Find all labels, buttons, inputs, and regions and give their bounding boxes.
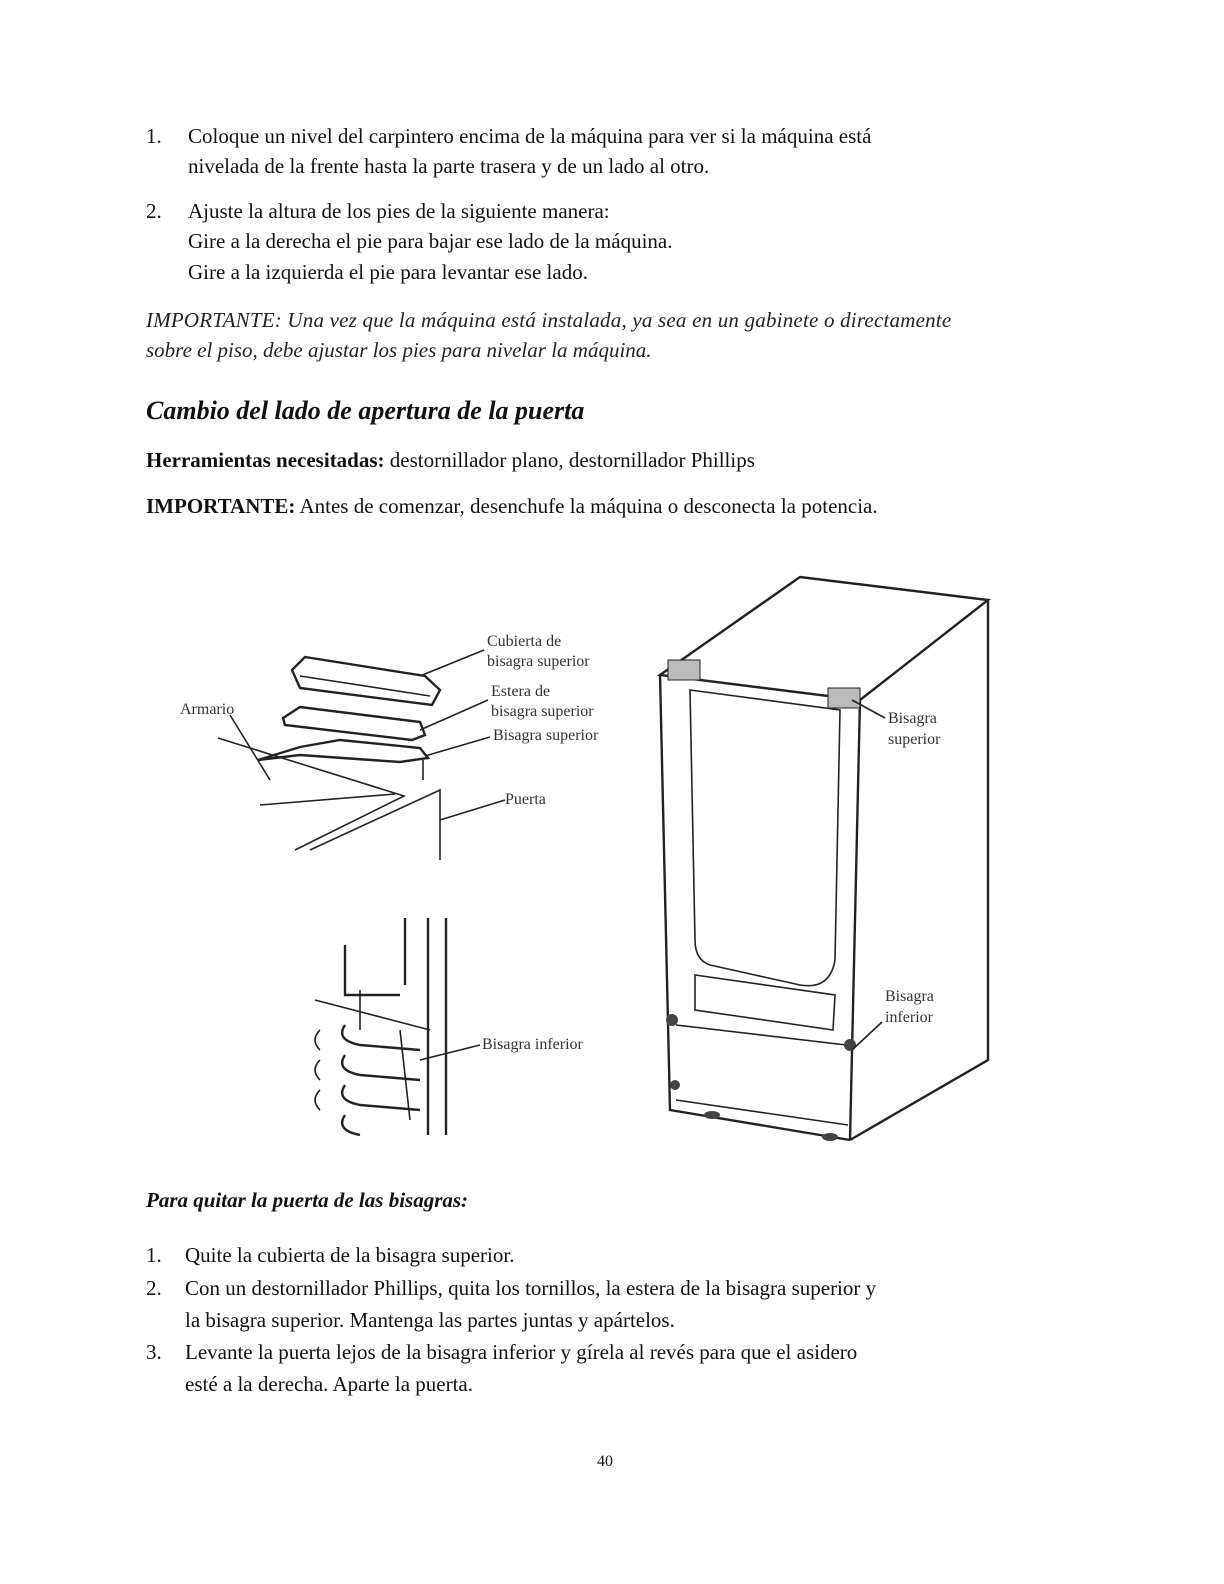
top-hinge-plate — [258, 740, 428, 780]
tools-label: Herramientas necesitadas: — [146, 448, 385, 472]
label-right-top-hinge: Bisagra — [888, 710, 937, 727]
label-cabinet: Armario — [180, 701, 235, 718]
step-text: Gire a la izquierda el pie para levantar ese lado. — [188, 260, 588, 284]
step-text: nivelada de la frente hasta la parte trasera y de un lado al otro. — [188, 154, 710, 178]
warning-text: Antes de comenzar, desenchufe la máquina o desconecta la potencia. — [295, 494, 878, 518]
label-top-hinge-mat: Estera de — [491, 683, 551, 700]
bottom-hinge-detail — [315, 918, 480, 1135]
step-text: Levante la puerta lejos de la bisagra inferior y gírela al revés para que el asidero — [185, 1340, 858, 1364]
tools-text: destornillador plano, destornillador Phillips — [384, 448, 755, 472]
label-right-bottom-hinge: inferior — [885, 1009, 933, 1026]
page-number: 40 — [597, 1453, 613, 1470]
step-number: 2. — [146, 1276, 162, 1300]
label-bottom-hinge: Bisagra inferior — [482, 1036, 583, 1053]
section-title: Cambio del lado de apertura de la puerta — [146, 396, 585, 425]
top-hinge-left — [668, 660, 700, 680]
step-text: Gire a la derecha el pie para bajar ese lado de la máquina. — [188, 229, 673, 253]
step-text: Coloque un nivel del carpintero encima de la máquina para ver si la máquina está — [188, 124, 872, 148]
step-number: 3. — [146, 1340, 162, 1364]
important-note: sobre el piso, debe ajustar los pies para nivelar la máquina. — [146, 338, 652, 362]
label-top-hinge-cover: bisagra superior — [487, 653, 590, 670]
step-text: la bisagra superior. Mantenga las partes juntas y apártelos. — [185, 1308, 675, 1332]
label-door: Puerta — [505, 791, 546, 808]
step-text: Ajuste la altura de los pies de la siguiente manera: — [188, 199, 610, 223]
step-number: 1. — [146, 1243, 162, 1267]
step-text: Con un destornillador Phillips, quita los tornillos, la estera de la bisagra superior y — [185, 1276, 877, 1300]
top-hinge-right — [828, 688, 860, 708]
label-top-hinge-cover: Cubierta de — [487, 633, 562, 650]
step-text: Quite la cubierta de la bisagra superior. — [185, 1243, 515, 1267]
top-hinge-cover — [292, 657, 440, 705]
label-right-bottom-hinge: Bisagra — [885, 988, 934, 1005]
top-hinge-mat — [283, 707, 425, 740]
warning-label: IMPORTANTE: — [146, 494, 296, 518]
important-note: IMPORTANTE: Una vez que la máquina está instalada, ya sea en un gabinete o directamente — [146, 308, 952, 332]
step-number: 2. — [146, 199, 162, 223]
cabinet-illustration — [660, 577, 988, 1141]
step-number: 1. — [146, 124, 162, 148]
label-top-hinge-mat: bisagra superior — [491, 703, 594, 720]
step-text: esté a la derecha. Aparte la puerta. — [185, 1372, 474, 1396]
label-right-top-hinge: superior — [888, 731, 941, 748]
subsection-title: Para quitar la puerta de las bisagras: — [146, 1188, 469, 1212]
label-top-hinge: Bisagra superior — [493, 727, 599, 744]
